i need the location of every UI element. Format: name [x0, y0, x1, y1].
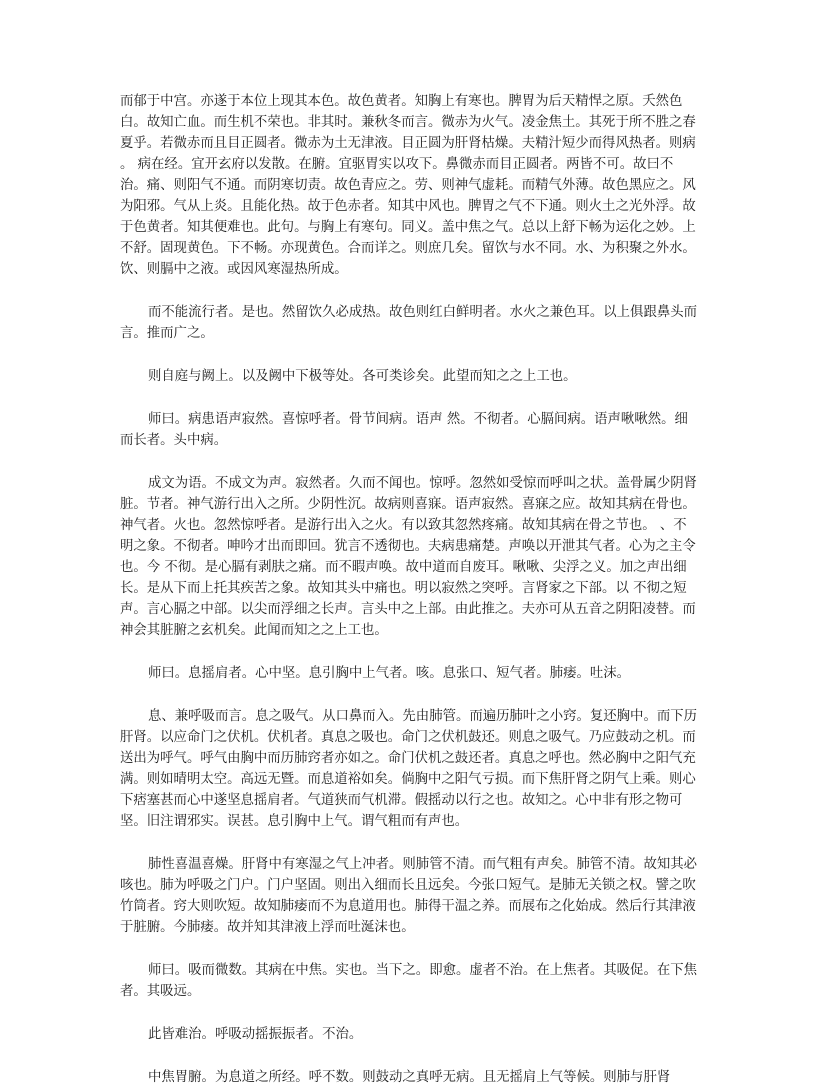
- paragraph-3: 则自庭与阙上。以及阙中下极等处。各可类诊矣。此望而知之之上工也。: [148, 369, 577, 384]
- document-body: [120, 91, 698, 1088]
- paragraph-11: 中焦胃腑。为息道之所经。呼不数。则鼓动之真呼无病。且无摇肩上气等候。则肺与肝肾: [148, 1070, 671, 1085]
- paragraph-9: 师曰。吸而微数。其病在中焦。实也。当下之。即愈。虚者不治。在上焦者。其吸促。在下焦者。其吸远。: [120, 963, 698, 999]
- paragraph-10: 此皆难治。呼吸动摇振振者。不治。: [148, 1027, 363, 1042]
- paragraph-8: 肺性喜温喜燥。肝肾中有寒湿之气上冲者。则肺管不清。而气粗有声矣。肺管不清。故知其必咳也。肺为呼吸之门户。门户坚固。则出入细而长且远矣。今张口短气。是肺无关锁之权。譬之吹竹筒者。窍大则吹短。故知肺痿而不为息道用也。肺得干温之养。而展布之化始成。然后行其津液于脏腑。今肺痿。故并知其津液上浮而吐涎沫也。: [120, 857, 698, 935]
- paragraph-4: 师曰。病患语声寂然。喜惊呼者。骨节间病。语声 然。不彻者。心膈间病。语声啾啾然。细而长者。头中病。: [120, 412, 688, 448]
- paragraph-2: 而不能流行者。是也。然留饮久必成热。故色则红白鲜明者。水火之兼色耳。以上俱跟鼻头而言。推而广之。: [120, 305, 698, 341]
- paragraph-7: 息、兼呼吸而言。息之吸气。从口鼻而入。先由肺管。而遍历肺叶之小窍。复还胸中。而下历肝肾。以应命门之伏机。伏机者。真息之吸也。命门之伏机鼓还。则息之吸气。乃应鼓动之机。而送出为呼气。呼气由胸中而历肺窍者亦如之。命门伏机之鼓还者。真息之呼也。然必胸中之阳气充满。则如晴明太空。高远无暨。而息道裕如矣。倘胸中之阳气亏损。而下焦肝肾之阴气上乘。则心下痞塞甚而心中遂坚息摇肩者。气道狭而气机滞。假摇动以行之也。故知之。心中非有形之物可坚。旧注谓邪实。误甚。息引胸中上气。谓气粗而有声也。: [120, 709, 698, 829]
- paragraph-1: 而郁于中宫。亦遂于本位上现其本色。故色黄者。知胸上有寒也。脾胃为后天精悍之原。夭然色白。故知亡血。而生机不荣也。非其时。兼秋冬而言。微赤为火气。凌金焦土。其死于所不胜之春夏乎。若微赤而且目正圆者。微赤为土无津液。目正圆为肝肾枯燥。夫精汁短少而得风热者。则病 。 病在经。宜开玄府以发散。在腑。宜驱胃实以攻下。鼻微赤而目正圆者。两皆不可。故曰不治。痛、则阳气不通。而阴寒切责。故色青应之。劳、则神气虚耗。而精气外薄。故色黑应之。风为阳邪。气从上炎。且能化热。故于色赤者。知其中风也。脾胃之气不下通。则火土之光外浮。故于色黄者。知其便难也。此句。与胸上有寒句。同义。盖中焦之气。总以上舒下畅为运化之妙。上不舒。固现黄色。下不畅。亦现黄色。合而详之。则庶几矣。留饮与水不同。水、为积聚之外水。饮、则膈中之液。或因风寒湿热所成。: [120, 94, 696, 277]
- paragraph-6: 师曰。息摇肩者。心中坚。息引胸中上气者。咳。息张口、短气者。肺痿。吐沫。: [148, 666, 631, 681]
- paragraph-5: 成文为语。不成文为声。寂然者。久而不闻也。惊呼。忽然如受惊而呼叫之状。盖骨属少阴肾脏。节者。神气游行出入之所。少阴性沉。故病则喜寐。语声寂然。喜寐之应。故知其病在骨也。神气者。火也。忽然惊呼者。是游行出入之火。有以致其忽然疼痛。故知其病在骨之节也。 、不明之象。不彻者。呻吟才出而即回。犹言不透彻也。夫病患痛楚。声唤以开泄其气者。心为之主令也。今 不彻。是心膈有剥肤之痛。而不暇声唤。故中道而自废耳。啾啾、尖浮之义。加之声出细长。是从下而上托其疾苦之象。故知其头中痛也。明以寂然之突呼。言肾家之下部。以 不彻之短声。言心膈之中部。以尖而浮细之长声。言头中之上部。由此推之。夫亦可从五音之阴阳凌替。而神会其脏腑之玄机矣。此闻而知之之上工也。: [120, 476, 698, 638]
